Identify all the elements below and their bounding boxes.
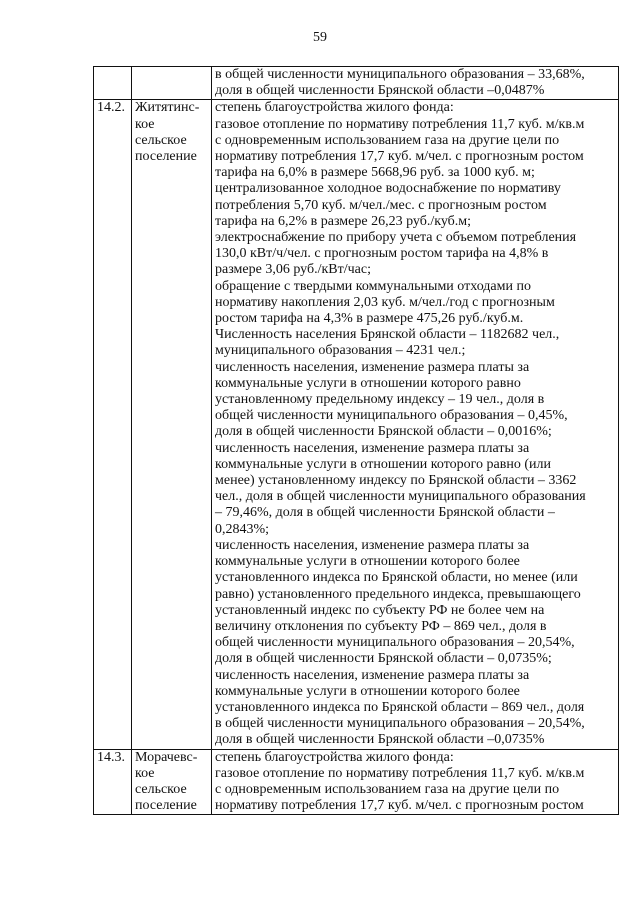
description-line: установленного индекса по Брянской области, но менее (или — [215, 570, 578, 586]
description-line: доля в общей численности Брянской области – 0,0016%; — [215, 424, 552, 440]
description-line: ростом тарифа на 4,3% в размере 475,26 руб./куб.м. — [215, 311, 524, 327]
table-body — [94, 67, 619, 815]
description-line: установленного индекса по Брянской области – 869 чел., доля — [215, 699, 585, 715]
settlement-name-line: кое — [135, 765, 155, 781]
municipal-data-table — [93, 66, 619, 815]
description-line: чел., доля в общей численности муниципального образования — [215, 489, 586, 505]
row-number-cell — [94, 67, 132, 100]
settlement-name-line: поселение — [135, 798, 197, 814]
settlement-name-cell — [132, 749, 212, 815]
description-line: величину отклонения по субъекту РФ – 869 чел., доля в — [215, 618, 547, 634]
description-line: общей численности муниципального образования – 0,45%, — [215, 408, 568, 424]
row-number-cell: 14.3. — [94, 749, 132, 815]
description-cell — [212, 749, 619, 815]
settlement-name-cell — [132, 67, 212, 100]
description-line: потребления 5,70 куб. м/чел./мес. с прогнозным ростом — [215, 197, 547, 213]
description-line: обращение с твердыми коммунальными отходами по — [215, 278, 531, 294]
settlement-name-line: поселение — [135, 149, 197, 165]
description-line: коммунальные услуги в отношении которого более — [215, 554, 520, 570]
description-cell — [212, 100, 619, 749]
description-line: – 79,46%, доля в общей численности Брянской области – — [215, 505, 555, 521]
description-line: доля в общей численности Брянской области –0,0735% — [215, 732, 545, 748]
row-number-cell: 14.2. — [94, 100, 132, 749]
settlement-name-line: сельское — [135, 132, 187, 148]
description-line: степень благоустройства жилого фонда: — [215, 100, 454, 116]
description-line: доля в общей численности Брянской области – 0,0735%; — [215, 651, 552, 667]
description-line: тарифа на 6,0% в размере 5668,96 руб. за 1000 куб. м; — [215, 165, 535, 181]
description-line: газовое отопление по нормативу потребления 11,7 куб. м/кв.м — [215, 765, 585, 781]
page-number: 59 — [313, 30, 327, 45]
settlement-name-line: Житятинс- — [135, 100, 200, 116]
description-line: численность населения, изменение размера платы за — [215, 440, 530, 456]
settlement-name-line: кое — [135, 116, 155, 132]
description-line: численность населения, изменение размера платы за — [215, 537, 530, 553]
description-line: менее) установленному индексу по Брянской области – 3362 — [215, 473, 577, 489]
description-line: с одновременным использованием газа на другие цели по — [215, 781, 560, 797]
description-line: 130,0 кВт/ч/чел. с прогнозным ростом тарифа на 4,8% в — [215, 246, 549, 262]
description-line: нормативу накопления 2,03 куб. м/чел./год с прогнозным — [215, 294, 555, 310]
description-line: размере 3,06 руб./кВт/час; — [215, 262, 371, 278]
description-line: общей численности муниципального образования – 20,54%, — [215, 635, 575, 651]
description-line: нормативу потребления 17,7 куб. м/чел. с прогнозным ростом — [215, 798, 584, 814]
description-line: в общей численности муниципального образования – 33,68%, — [215, 67, 585, 82]
description-line: установленному предельному индексу – 19 чел., доля в — [215, 392, 545, 408]
description-line: степень благоустройства жилого фонда: — [215, 749, 454, 765]
description-line: 0,2843%; — [215, 521, 270, 537]
description-line: численность населения, изменение размера платы за — [215, 667, 530, 683]
table-row — [94, 749, 619, 815]
table-row — [94, 100, 619, 749]
description-line: тарифа на 6,2% в размере 26,23 руб./куб.м; — [215, 213, 472, 229]
settlement-name-line: Морачевс- — [135, 749, 198, 765]
description-line: нормативу потребления 17,7 куб. м/чел. с прогнозным ростом — [215, 149, 584, 165]
description-line: в общей численности муниципального образования – 20,54%, — [215, 716, 585, 732]
description-line: с одновременным использованием газа на другие цели по — [215, 132, 560, 148]
description-cell — [212, 67, 619, 100]
description-line: муниципального образования – 4231 чел.; — [215, 343, 466, 359]
table-row — [94, 67, 619, 100]
description-line: коммунальные услуги в отношении которого равно — [215, 375, 521, 391]
description-line: коммунальные услуги в отношении которого равно (или — [215, 456, 551, 472]
description-line: численность населения, изменение размера платы за — [215, 359, 530, 375]
description-line: доля в общей численности Брянской области –0,0487% — [215, 83, 545, 99]
settlement-name-cell — [132, 100, 212, 749]
description-line: установленный индекс по субъекту РФ не более чем на — [215, 602, 545, 618]
description-line: Численность населения Брянской области – 1182682 чел., — [215, 327, 560, 343]
settlement-name-line: сельское — [135, 781, 187, 797]
description-line: равно) установленного предельного индекса, превышающего — [215, 586, 581, 602]
description-line: коммунальные услуги в отношении которого более — [215, 683, 520, 699]
description-line: централизованное холодное водоснабжение по нормативу — [215, 181, 561, 197]
description-line: газовое отопление по нормативу потребления 11,7 куб. м/кв.м — [215, 116, 585, 132]
description-line: электроснабжение по прибору учета с объемом потребления — [215, 230, 577, 246]
